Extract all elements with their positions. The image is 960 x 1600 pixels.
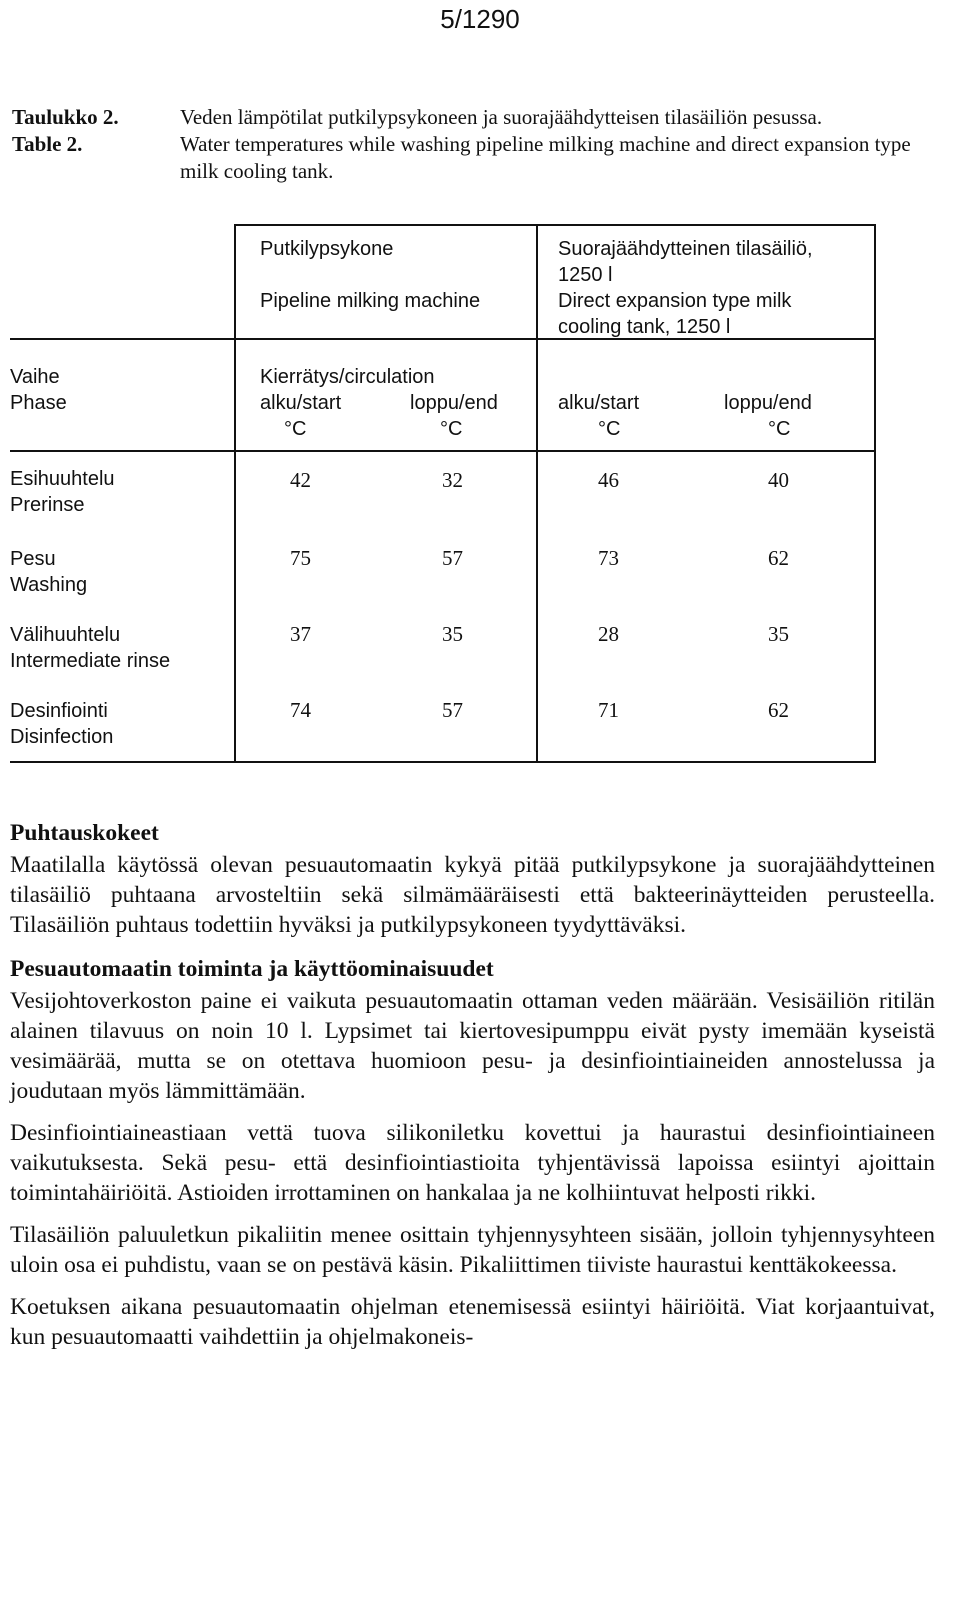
- row-pipeline-end: 57: [442, 546, 463, 570]
- page-number: 5/1290: [440, 4, 520, 34]
- row-pipeline-start: 42: [290, 468, 311, 492]
- table-rule-middle: [536, 224, 538, 763]
- section-cleanliness-tests: [10, 818, 935, 940]
- table-rule-left: [234, 224, 236, 763]
- row-tank-start: 71: [598, 698, 619, 722]
- caption-text-fi: Veden lämpötilat putkilypsykoneen ja suorajäähdytteisen tilasäiliön pesussa.: [180, 105, 823, 129]
- row-phase-en: Disinfection: [10, 726, 114, 748]
- tank-end-unit: °C: [768, 418, 791, 440]
- paragraph: Tilasäiliön paluuletkun pikaliitin menee osittain tyhjennysyhteen sisään, jolloin tyhjennysyhteen uloin osa ei puhdistu, vaan se on pestävä käsin. Pikaliittimen tiiviste haurastui kenttäkokeessa.: [10, 1222, 935, 1278]
- row-pipeline-end: 32: [442, 468, 463, 492]
- row-pipeline-end: 35: [442, 622, 463, 646]
- row-tank-end: 35: [768, 622, 789, 646]
- row-tank-end: 62: [768, 698, 789, 722]
- pipeline-start-label: alku/start: [260, 392, 342, 414]
- row-tank-end: 40: [768, 468, 789, 492]
- pipeline-end-unit: °C: [440, 418, 463, 440]
- tank-end-label: loppu/end: [724, 392, 812, 414]
- col-header-pipeline-fi: Putkilypsykone: [260, 238, 394, 260]
- row-pipeline-start: 75: [290, 546, 311, 570]
- paragraph: Maatilalla käytössä olevan pesuautomaatin kykyä pitää putkilypsykone ja suorajäähdytteinen tilasäiliö puhtaana arvosteltiin sekä silmämääräisesti että bakteerinäytteiden perusteella. Tilasäiliön puhtaus todettiin hyväksi ja putkilypsykoneen tyydyttäväksi.: [10, 852, 935, 938]
- section-heading: Pesuautomaatin toiminta ja käyttöominaisuudet: [10, 956, 494, 982]
- row-phase-fi: Pesu: [10, 548, 56, 570]
- circulation-label: Kierrätys/circulation: [260, 366, 435, 388]
- caption-text-en: Water temperatures while washing pipeline milking machine and direct expansion type milk cooling tank.: [180, 132, 911, 183]
- caption-label-fi: Taulukko 2.: [12, 105, 119, 129]
- col-header-tank-en-2: cooling tank, 1250 l: [558, 316, 731, 338]
- table-rule-bottom: [10, 761, 876, 763]
- col-header-tank-fi-1: Suorajäähdytteinen tilasäiliö,: [558, 238, 813, 260]
- row-phase-fi: Desinfiointi: [10, 700, 108, 722]
- row-phase-fi: Välihuuhtelu: [10, 624, 121, 646]
- row-pipeline-start: 37: [290, 622, 311, 646]
- paragraph: Desinfiointiaineastiaan vettä tuova silikoniletku kovettui ja haurastui desinfiointiaineen vaikutuksesta. Sekä pesu- että desinfiointiastioita tyhjentävissä lapoissa esiintyi ajoittain toimintahäiriöitä. Astioiden irrottaminen on hankalaa ja ne kolhiintuvat helposti rikki.: [10, 1120, 935, 1206]
- row-phase-en: Washing: [10, 574, 88, 596]
- body-text: [10, 818, 935, 1366]
- row-tank-start: 73: [598, 546, 619, 570]
- row-tank-end: 62: [768, 546, 789, 570]
- table-rule-subheader: [10, 450, 876, 452]
- row-phase-fi: Esihuuhtelu: [10, 468, 115, 490]
- section-heading: Puhtauskokeet: [10, 820, 159, 846]
- caption-label-en: Table 2.: [12, 132, 83, 156]
- phase-label-en: Phase: [10, 392, 67, 414]
- row-phase-en: Prerinse: [10, 494, 85, 516]
- row-pipeline-end: 57: [442, 698, 463, 722]
- table-rule-right: [874, 224, 876, 763]
- row-pipeline-start: 74: [290, 698, 311, 722]
- table-rule-top: [234, 224, 876, 226]
- phase-label-fi: Vaihe: [10, 366, 60, 388]
- table-rule-header: [10, 338, 876, 340]
- col-header-tank-fi-2: 1250 l: [558, 264, 613, 286]
- section-operation: [10, 954, 935, 1352]
- paragraph: Vesijohtoverkoston paine ei vaikuta pesuautomaatin ottaman veden määrään. Vesisäiliön ritilän alainen tilavuus on noin 10 l. Lypsimet tai kiertovesipumppu eivät pysty imemään kyseistä vesimäärää, mutta se on otettava huomioon pesu- ja desinfiointiaineiden annostelussa ja joudutaan myös lämmittämään.: [10, 988, 935, 1104]
- row-tank-start: 46: [598, 468, 619, 492]
- col-header-pipeline-en: Pipeline milking machine: [260, 290, 481, 312]
- row-phase-en: Intermediate rinse: [10, 650, 171, 672]
- tank-start-unit: °C: [598, 418, 621, 440]
- row-tank-start: 28: [598, 622, 619, 646]
- pipeline-end-label: loppu/end: [410, 392, 498, 414]
- pipeline-start-unit: °C: [284, 418, 307, 440]
- tank-start-label: alku/start: [558, 392, 640, 414]
- paragraph: Koetuksen aikana pesuautomaatin ohjelman etenemisessä esiintyi häiriöitä. Viat korjaantuivat, kun pesuautomaatti vaihdettiin ja ohjelmakoneis-: [10, 1294, 935, 1350]
- col-header-tank-en-1: Direct expansion type milk: [558, 290, 792, 312]
